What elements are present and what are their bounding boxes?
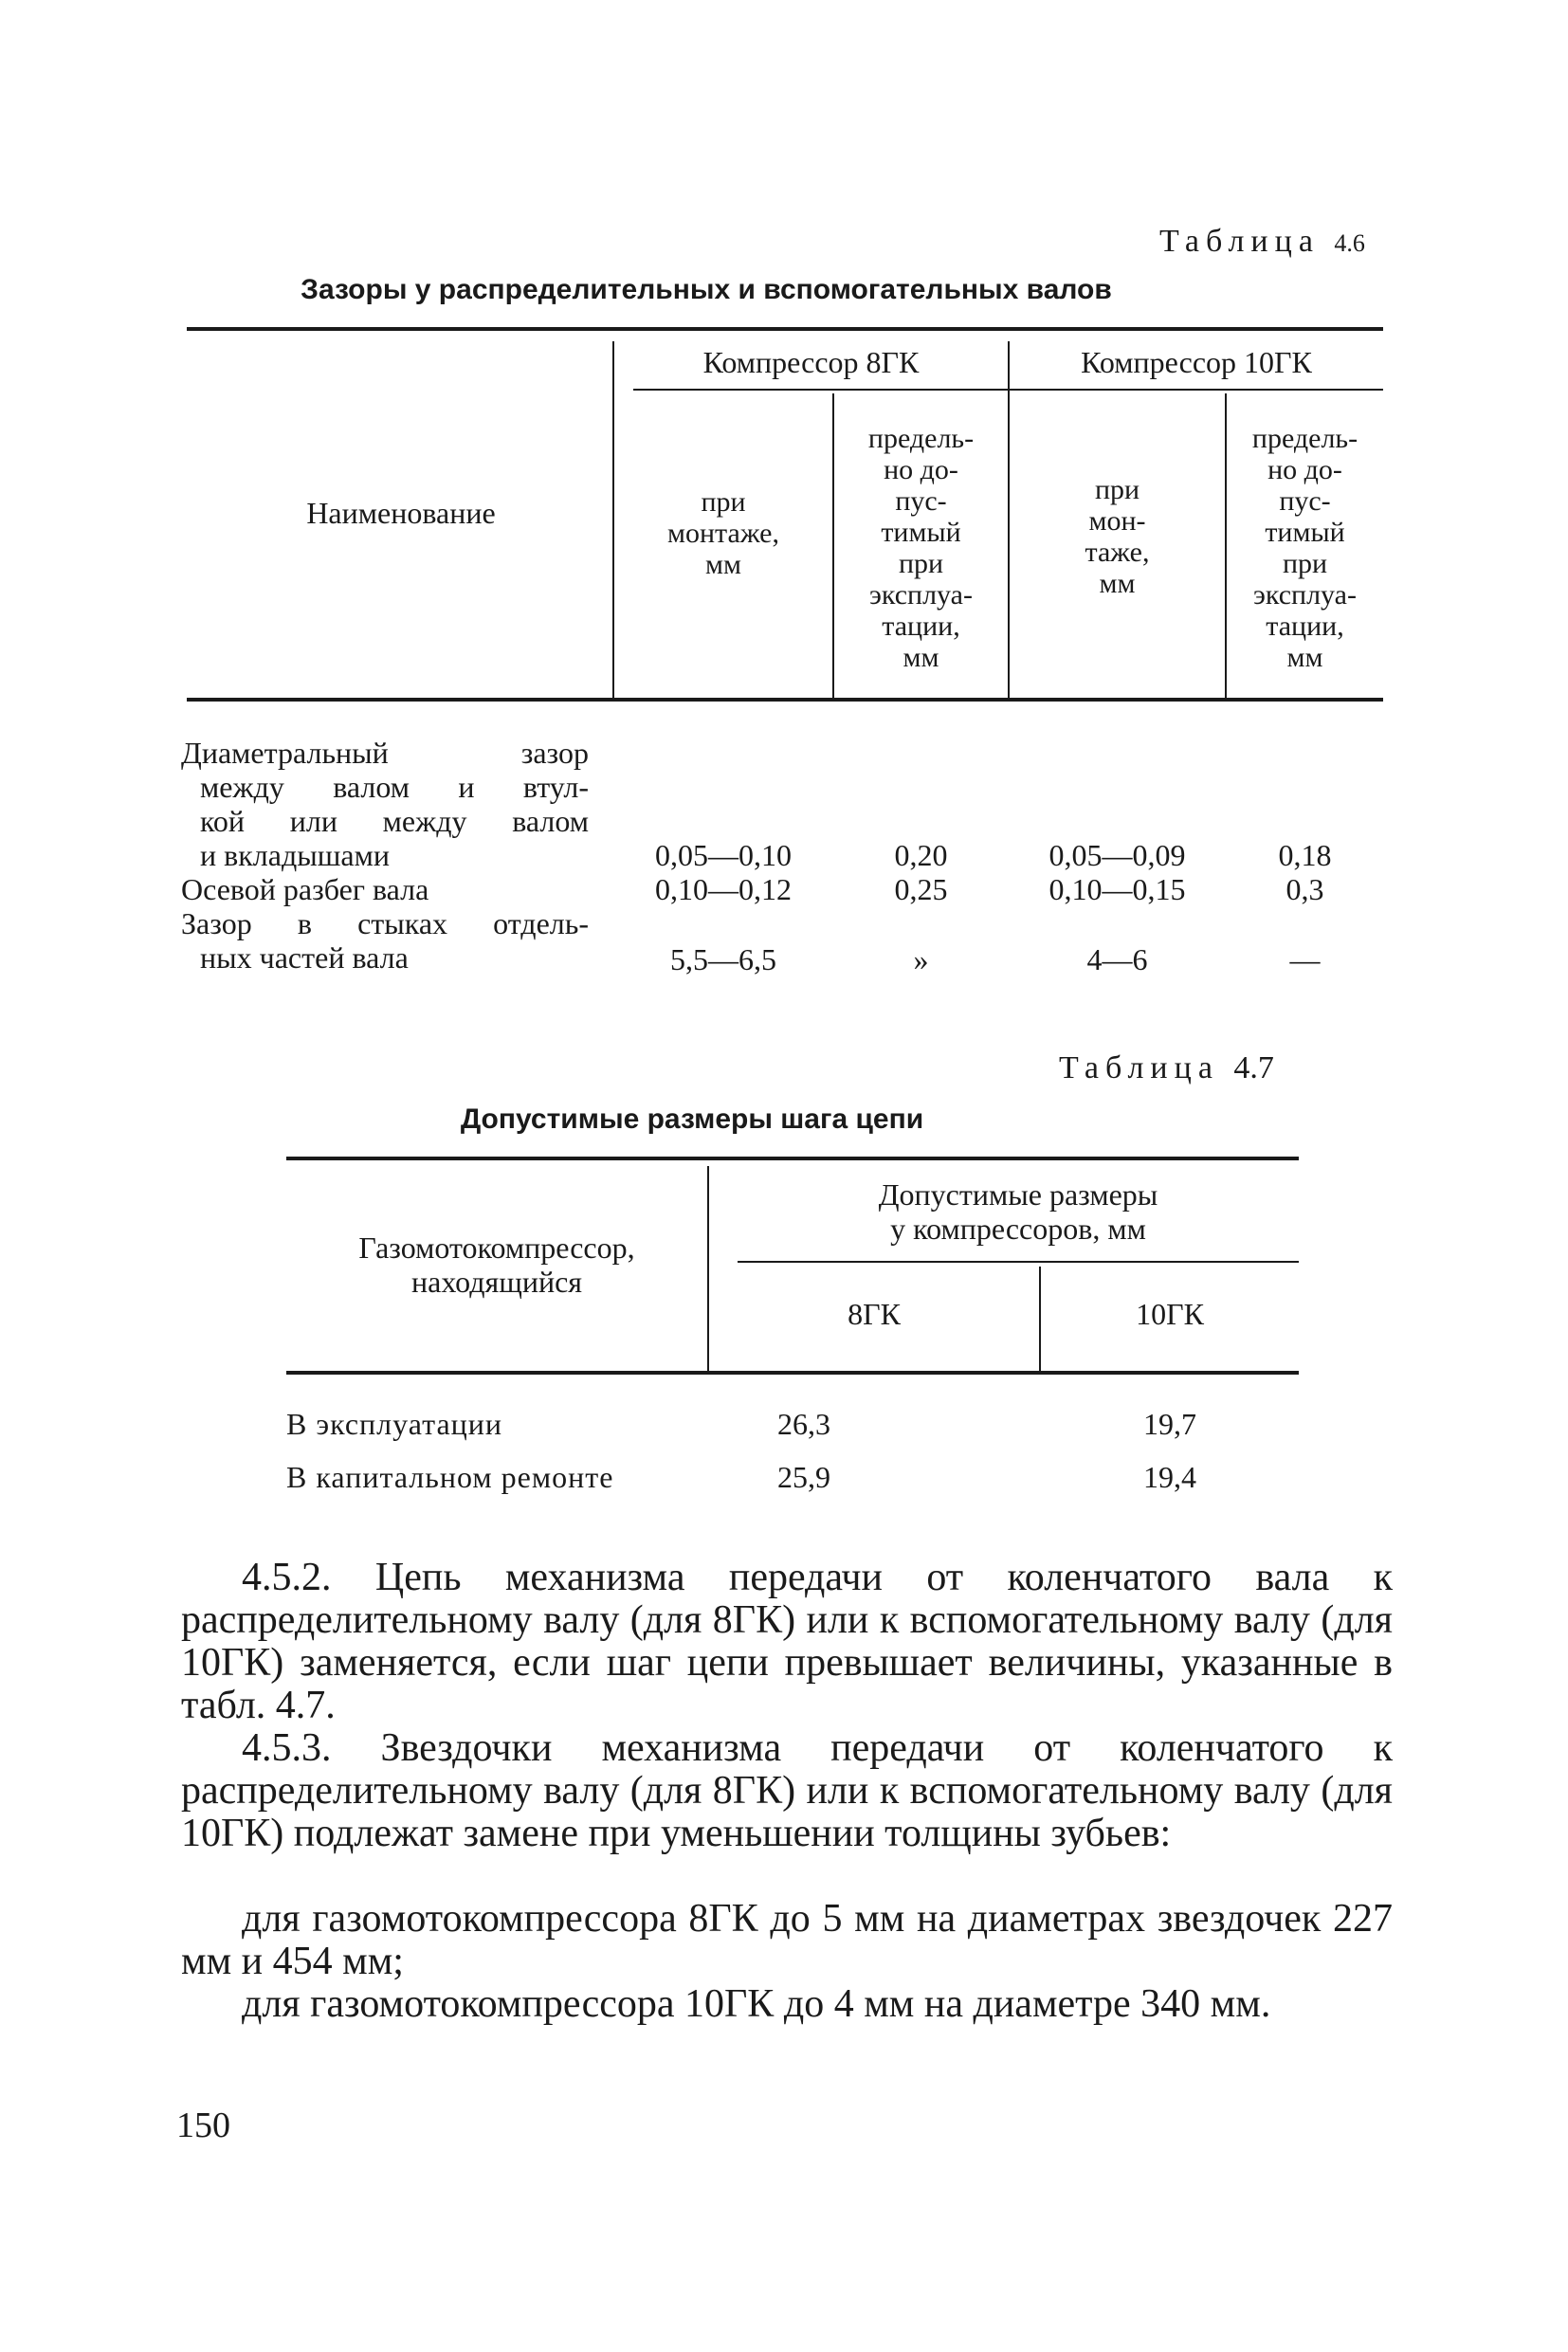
- table-4-6-row-3-mount-10gk: 4—6: [1086, 942, 1148, 976]
- paragraph-4-5-2: [181, 1557, 1393, 1727]
- header-line: тимый: [1265, 517, 1345, 548]
- table-4-6-row-3-limit-8gk: »: [913, 942, 929, 976]
- table-4-6-row-3-name: [181, 906, 589, 975]
- table-4-6-subgroup-rule-8gk: [633, 389, 1008, 391]
- row-name-line: Диаметральный зазор: [181, 736, 589, 770]
- table-4-7-top-rule: [286, 1157, 1299, 1160]
- header-line: у компрессоров, мм: [890, 1212, 1146, 1246]
- header-line: Газомотокомпрессор,: [358, 1231, 635, 1265]
- header-line: эксплуа-: [869, 579, 973, 611]
- table-4-7-row-1-8gk: 26,3: [777, 1407, 830, 1441]
- table-4-6-row-1-mount-8gk: 0,05—0,10: [655, 838, 792, 872]
- table-4-6-caption-number: 4.6: [1334, 229, 1365, 257]
- table-4-6-row-3-mount-8gk: 5,5—6,5: [670, 942, 776, 976]
- header-line: но до-: [884, 454, 958, 485]
- table-4-7-header-10gk: 10ГК: [1136, 1297, 1204, 1331]
- table-4-7-header-name: [286, 1231, 707, 1299]
- table-4-7-header-group: [738, 1177, 1299, 1246]
- table-4-7-header-bottom-rule: [286, 1371, 1299, 1375]
- header-line: предель-: [1251, 423, 1358, 454]
- row-name-line: ных частей вала: [200, 940, 409, 975]
- header-line: при: [1282, 548, 1328, 579]
- row-name-line: Зазор в стыках отдель-: [181, 906, 589, 940]
- table-4-6-row-2-limit-10gk: 0,3: [1285, 872, 1324, 906]
- table-4-6-row-1-name: [181, 736, 589, 872]
- header-line: тимый: [881, 517, 961, 548]
- table-4-7-row-2-10gk: 19,4: [1143, 1460, 1196, 1494]
- table-4-6-subgroup-rule-10gk: [1008, 389, 1383, 391]
- table-4-6-header-limit-10gk: [1227, 423, 1383, 673]
- paragraph-4-5-3-a-text: для газомотокомпрессора 8ГК до 5 мм на диаметрах звездочек 227 мм и 454 мм;: [181, 1897, 1393, 1983]
- paragraph-4-5-3-a: [181, 1898, 1393, 1983]
- header-line: пус-: [895, 485, 947, 517]
- header-line: монтаже,: [667, 518, 779, 549]
- table-4-7-caption-label: Таблица: [1059, 1050, 1219, 1085]
- table-4-6-caption: [1159, 224, 1365, 260]
- table-4-6-header-name: Наименование: [306, 496, 496, 530]
- table-4-7-header-8gk: 8ГК: [848, 1297, 901, 1331]
- table-4-6-header-group-8gk: Компрессор 8ГК: [702, 345, 920, 379]
- table-4-6-row-1-mount-10gk: 0,05—0,09: [1048, 838, 1186, 872]
- table-4-6-row-2-mount-8gk: 0,10—0,12: [655, 872, 792, 906]
- table-4-7-subgroup-rule: [738, 1261, 1299, 1263]
- row-name-line: и вкладышами: [200, 838, 390, 872]
- table-4-6-row-1-limit-8gk: 0,20: [894, 838, 948, 872]
- table-4-6-header-limit-8gk: [834, 423, 1008, 673]
- table-4-6-title: Зазоры у распределительных и вспомогательных валов: [301, 274, 1112, 305]
- table-4-7-title: Допустимые размеры шага цепи: [460, 1103, 924, 1135]
- table-4-7-caption-number: 4.7: [1233, 1050, 1274, 1085]
- table-4-6-caption-label: Таблица: [1159, 224, 1320, 259]
- header-line: но до-: [1267, 454, 1342, 485]
- table-4-6-row-2-limit-8gk: 0,25: [894, 872, 948, 906]
- header-line: Допустимые размеры: [878, 1177, 1158, 1212]
- table-4-6-header-bottom-rule: [187, 698, 1383, 702]
- header-line: при: [701, 486, 746, 518]
- header-line: при: [898, 548, 944, 579]
- row-name-line: между валом и втул-: [200, 770, 589, 804]
- table-4-7-row-1-name: В эксплуатации: [286, 1407, 503, 1441]
- header-line: предель-: [867, 423, 975, 454]
- page-number: 150: [176, 2106, 230, 2145]
- table-4-7-caption: [1059, 1050, 1274, 1086]
- header-line: тации,: [1266, 611, 1344, 642]
- table-4-6-header-mount-10gk: [1010, 474, 1225, 599]
- table-4-6-top-rule: [187, 327, 1383, 331]
- row-name-line: кой или между валом: [200, 804, 589, 838]
- header-line: пус-: [1279, 485, 1331, 517]
- header-line: мон-: [1088, 505, 1146, 537]
- table-4-6-header-group-10gk: Компрессор 10ГК: [1081, 345, 1312, 379]
- table-4-6-row-2-name: Осевой разбег вала: [181, 872, 429, 906]
- header-line: мм: [1286, 642, 1323, 673]
- header-line: мм: [1099, 568, 1136, 599]
- table-4-7-row-2-8gk: 25,9: [777, 1460, 830, 1494]
- header-line: тации,: [882, 611, 960, 642]
- paragraph-4-5-3: [181, 1727, 1393, 1855]
- table-4-7-row-1-10gk: 19,7: [1143, 1407, 1196, 1441]
- paragraph-4-5-3-b-text: для газомотокомпрессора 10ГК до 4 мм на диаметре 340 мм.: [242, 1982, 1271, 2026]
- paragraph-4-5-2-text: 4.5.2. Цепь механизма передачи от коленчатого вала к распределительному валу (для 8ГК) или к вспомогательному валу (для 10ГК) заменяется, если шаг цепи превышает величины, указанные в табл. 4.7.: [181, 1556, 1393, 1727]
- header-line: мм: [903, 642, 939, 673]
- header-line: при: [1094, 474, 1140, 505]
- table-4-6-row-2-mount-10gk: 0,10—0,15: [1048, 872, 1186, 906]
- header-line: таже,: [1085, 537, 1150, 568]
- paragraph-4-5-3-text: 4.5.3. Звездочки механизма передачи от коленчатого к распределительному валу (для 8ГК) или к вспомогательному валу (для 10ГК) подлежат замене при уменьшении толщины зубьев:: [181, 1726, 1393, 1855]
- table-4-6-header-mount-8gk: [614, 486, 832, 580]
- header-line: мм: [705, 549, 741, 580]
- table-4-6-row-3-limit-10gk: —: [1289, 942, 1321, 976]
- paragraph-4-5-3-b: [181, 1983, 1393, 2026]
- header-line: находящийся: [411, 1265, 582, 1299]
- header-line: эксплуа-: [1253, 579, 1357, 611]
- table-4-7-vline-1: [707, 1166, 709, 1371]
- table-4-6-row-1-limit-10gk: 0,18: [1278, 838, 1332, 872]
- table-4-7-row-2-name: В капитальном ремонте: [286, 1460, 614, 1494]
